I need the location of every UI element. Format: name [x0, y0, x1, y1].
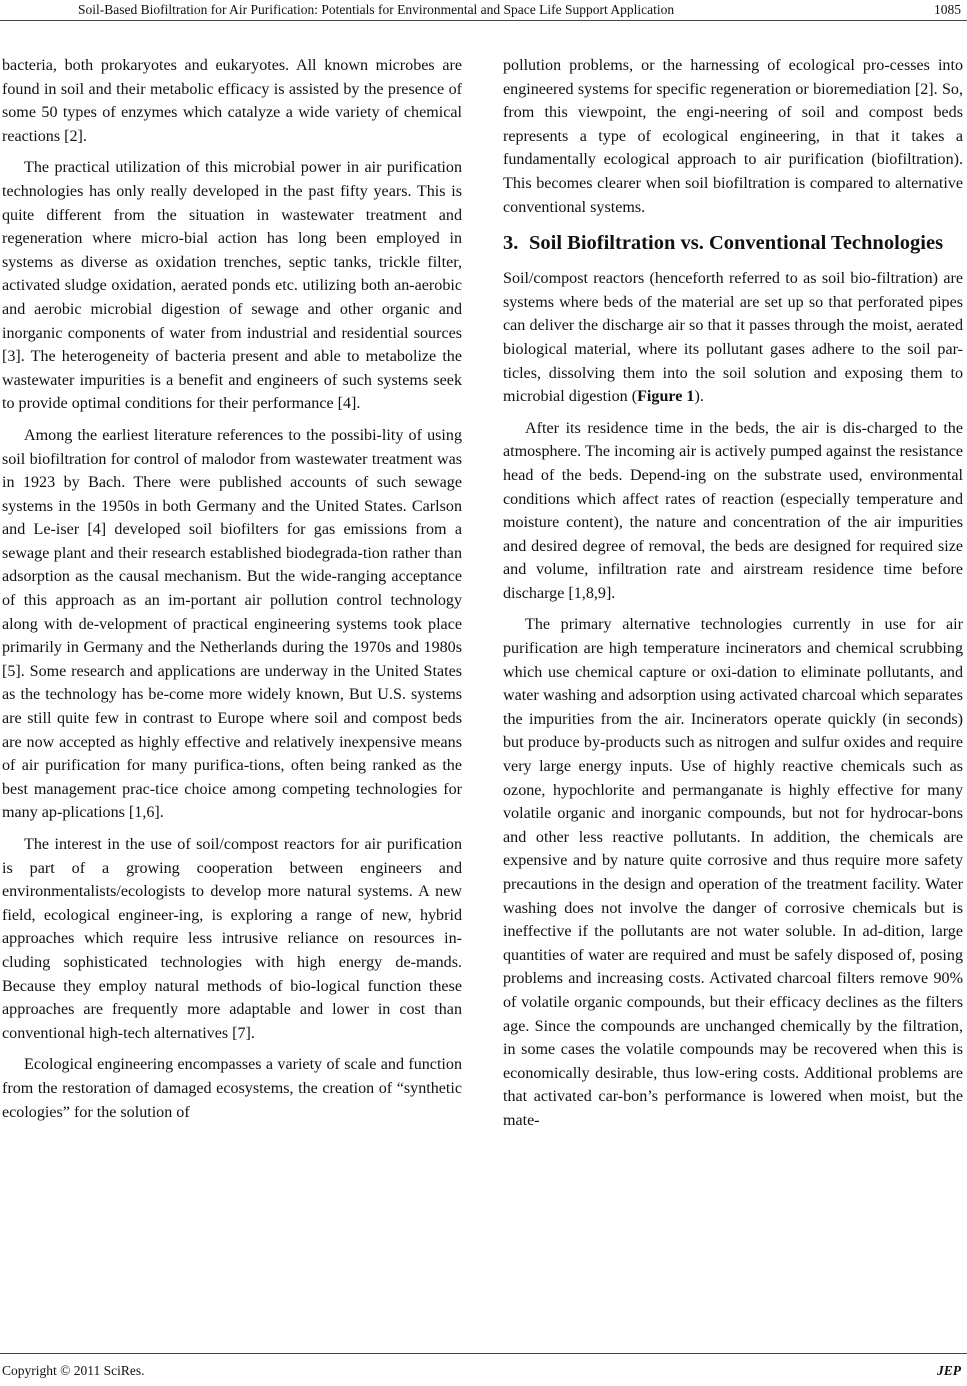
- paragraph: Ecological engineering encompasses a variety of scale and function from the restoration of damaged ecosystems, the creation of “synthetic ecologies” for the solution of: [2, 1056, 462, 1121]
- right-column: [503, 54, 963, 1141]
- paragraph: The interest in the use of soil/compost reactors for air purification is part of a growing cooperation between engineers and environmentalists/ecologists to develop more natural systems. A new field, ecological engineer-ing, is exploring a range of new, hybrid approaches which require less intrusive reliance on resources in-cluding sophisticated technologies with high energy de-mands. Because they employ natural methods of bio-logical function these approaches are frequently more adaptable and lower in cost than conventional high-tech alternatives [7].: [2, 836, 462, 1042]
- paragraph: The primary alternative technologies currently in use for air purification are high temperature incinerators and chemical scrubbing which use chemical capture or oxi-dation to eliminate pollutants, and water washing and adsorption using activated charcoal which separates the impurities from the air. Incinerators operate quickly (in seconds) but produce by-products such as nitrogen and sulfur oxides and require very large energy inputs. Use of highly reactive chemicals such as ozone, hypochlorite and permanganate is highly effective for many volatile organic and inorganic compounds, but not for hydrocar-bons and other less reactive pollutants. In addition, the chemicals are expensive and by nature quite corrosive and thus require more safety precautions in the design and operation of the treatment facility. Water washing does not involve the danger of corrosive chemicals but is ineffective if the pollutants are not water soluble. In ad-dition, large quantities of water are required and must be safely disposed of, posing problems and increasing costs. Activated charcoal filters remove 90% of volatile organic compounds, but their efficacy declines as the filters age. Since the compounds are unchanged chemically by the filtration, in some cases the volatile compounds may be recovered when this is economically desirable, thus low-ering costs. Additional problems are that activated car-bon’s performance is lowered when moist, but the mate-: [503, 616, 963, 1129]
- paragraph: The practical utilization of this microbial power in air purification technologies has only really developed in the past fifty years. This is quite different from the situation in wastewater treatment and regeneration where micro-bial action has long been employed in systems as diverse as oxidation trenches, septic tanks, trickle filter, activated sludge oxidation, aerated ponds etc. utilizing both an-aerobic and aerobic microbial digestion of sewage and other organic and inorganic components of water from industrial and residential sources [3]. The heterogeneity of bacteria present and able to metabolize the wastewater impurities is a benefit and engineers of such systems seek to provide optimal conditions for their performance [4].: [2, 159, 462, 413]
- section-title: Soil Biofiltration vs. Conventional Technologies: [529, 232, 944, 255]
- header-rule: [0, 20, 967, 21]
- footer-rule: [0, 1353, 967, 1354]
- figure-reference[interactable]: Figure 1: [637, 388, 695, 406]
- left-column: [2, 54, 462, 1132]
- running-title: Soil-Based Biofiltration for Air Purification: Potentials for Environmental and Space Life Support Application: [78, 2, 675, 17]
- running-header: [0, 0, 967, 20]
- paragraph: [503, 267, 963, 409]
- paragraph: bacteria, both prokaryotes and eukaryotes. All known microbes are found in soil and their metabolic efficacy is assisted by the presence of some 50 types of enzymes which catalyze a wide variety of chemical reactions [2].: [2, 57, 462, 145]
- paragraph: After its residence time in the beds, the air is dis-charged to the atmosphere. The incoming air is actively pumped against the resistance head of the beds. Depend-ing on the substrate used, environmental conditions which affect rates of reaction (especially temperature and moisture content), the nature and concentration of the air impurities and desired degree of removal, the beds are designed for required size and volume, infiltration rate and airstream residence time before discharge [1,8,9].: [503, 419, 963, 602]
- paragraph: Among the earliest literature references to the possibi-lity of using soil biofiltration for control of malodor from wastewater treatment was in 1923 by Bach. There were published accounts of such sewage systems in the 1950s in both Germany and the United States. Carlson and Le-iser [4] developed soil biofilters for gas emissions from a sewage plant and their research established biodegrada-tion rather than adsorption as the causal mechanism. But the wide-ranging acceptance of this approach as an im-portant air pollution control technology along with de-velopment of practical engineering systems took place primarily in Germany and the Netherlands during the 1970s and 1980s [5]. Some research and applications are underway in the United States as the technology has be-come more widely known, But U.S. systems are still quite few in contrast to Europe where soil and compost beds are now accepted as highly effective and relatively inexpensive means of air purification for many purifica-tions, often being ranked as the best management prac-tice choice among competing technologies for many ap-plications [1,6].: [2, 426, 462, 822]
- paragraph-text: ).: [694, 388, 704, 406]
- journal-abbreviation: JEP: [936, 1363, 961, 1378]
- page-number: 1085: [934, 2, 961, 17]
- section-number: 3.: [503, 232, 519, 255]
- copyright-notice: Copyright © 2011 SciRes.: [2, 1363, 145, 1378]
- paragraph: pollution problems, or the harnessing of ecological pro-cesses into engineered systems for specific regeneration or bioremediation [2]. So, from this viewpoint, the engi-neering of soil and compost beds represents a type of ecological engineering, in that it takes a fundamentally ecological approach to air purification (biofiltration). This becomes clearer when soil biofiltration is compared to alternative conventional systems.: [503, 57, 963, 216]
- section-heading: [503, 231, 963, 255]
- paragraph-text: Soil/compost reactors (henceforth referred to as soil bio-filtration) are systems where beds of the material are set up so that perforated pipes can deliver the discharge air so that it passes through the moist, aerated biological material, where its pollutant gases adhere to the soil par-ticles, dissolving them into the soil solution and exposing them to microbial digestion (: [503, 270, 963, 406]
- page-footer: [0, 1360, 967, 1382]
